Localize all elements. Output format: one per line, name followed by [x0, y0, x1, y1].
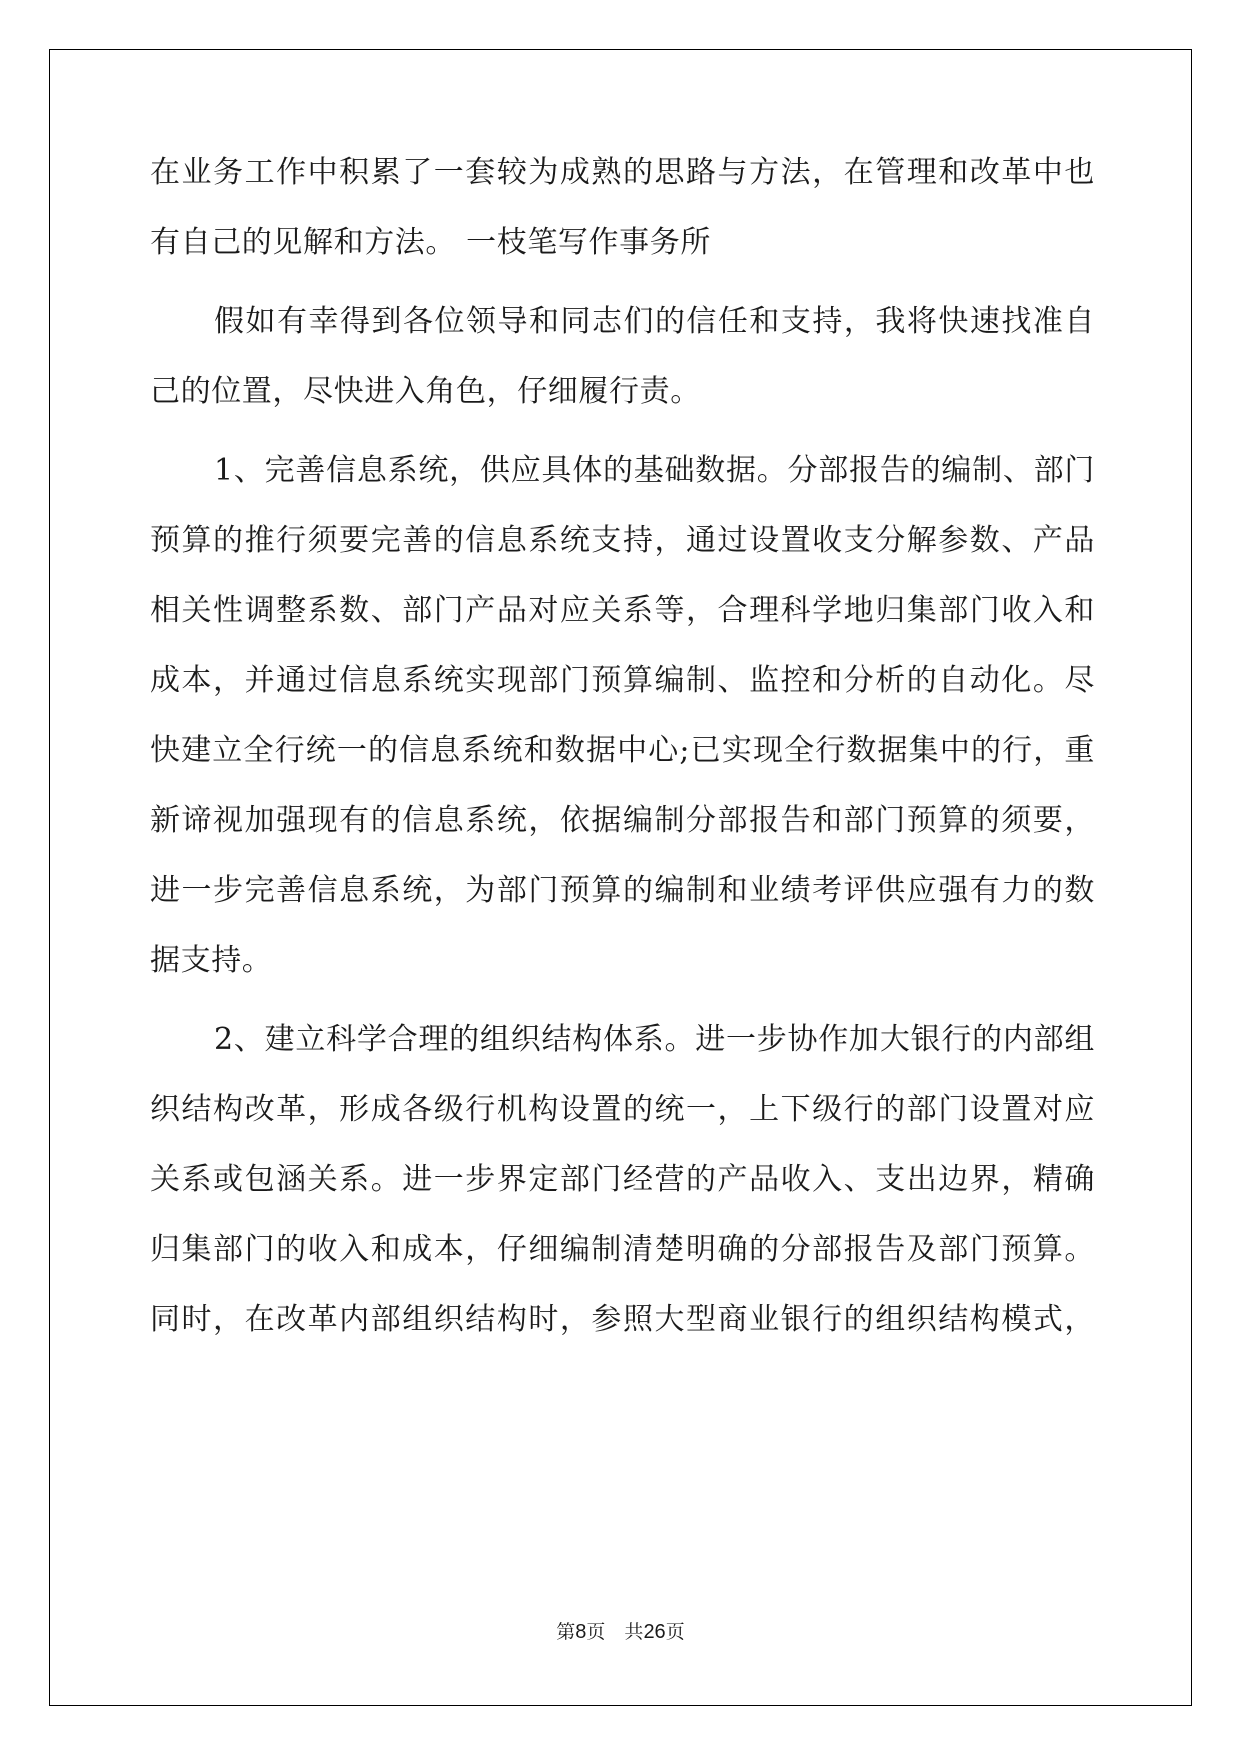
text-line: 在业务工作中积累了一套较为成熟的思路与方法，在管理和改革中也 — [150, 155, 1095, 190]
text-line: 关系或包涵关系。进一步界定部门经营的产品收入、支出边界，精确 — [150, 1162, 1095, 1197]
text-line: 归集部门的收入和成本，仔细编制清楚明确的分部报告及部门预算。 — [150, 1232, 1095, 1267]
text-line: 假如有幸得到各位领导和同志们的信任和支持，我将快速找准自 — [214, 304, 1095, 339]
text-line: 新谛视加强现有的信息系统，依据编制分部报告和部门预算的须要， — [150, 803, 1095, 838]
text-line: 预算的推行须要完善的信息系统支持，通过设置收支分解参数、产品 — [150, 523, 1095, 558]
page-number: 8 — [575, 1621, 587, 1643]
text-line: 有自己的见解和方法。 一枝笔写作事务所 — [150, 225, 711, 260]
text-line: 1、完善信息系统，供应具体的基础数据。分部报告的编制、部门 — [214, 453, 1095, 488]
footer-suffix: 页 — [665, 1621, 685, 1643]
text-line: 织结构改革，形成各级行机构设置的统一，上下级行的部门设置对应 — [150, 1092, 1095, 1127]
text-line: 己的位置，尽快进入角色，仔细履行责。 — [150, 374, 701, 409]
text-line: 2、建立科学合理的组织结构体系。进一步协作加大银行的内部组 — [214, 1022, 1095, 1057]
page-footer — [0, 1620, 1241, 1644]
text-line: 成本，并通过信息系统实现部门预算编制、监控和分析的自动化。尽 — [150, 663, 1095, 698]
total-pages: 26 — [643, 1621, 666, 1643]
text-line: 快建立全行统一的信息系统和数据中心;已实现全行数据集中的行，重 — [150, 733, 1095, 768]
text-line: 同时，在改革内部组织结构时，参照大型商业银行的组织结构模式， — [150, 1302, 1095, 1337]
text-line: 据支持。 — [150, 943, 273, 978]
text-line: 进一步完善信息系统，为部门预算的编制和业绩考评供应强有力的数 — [150, 873, 1095, 908]
footer-middle: 页 共 — [586, 1621, 644, 1643]
text-line: 相关性调整系数、部门产品对应关系等，合理科学地归集部门收入和 — [150, 593, 1095, 628]
footer-prefix: 第 — [556, 1621, 576, 1643]
